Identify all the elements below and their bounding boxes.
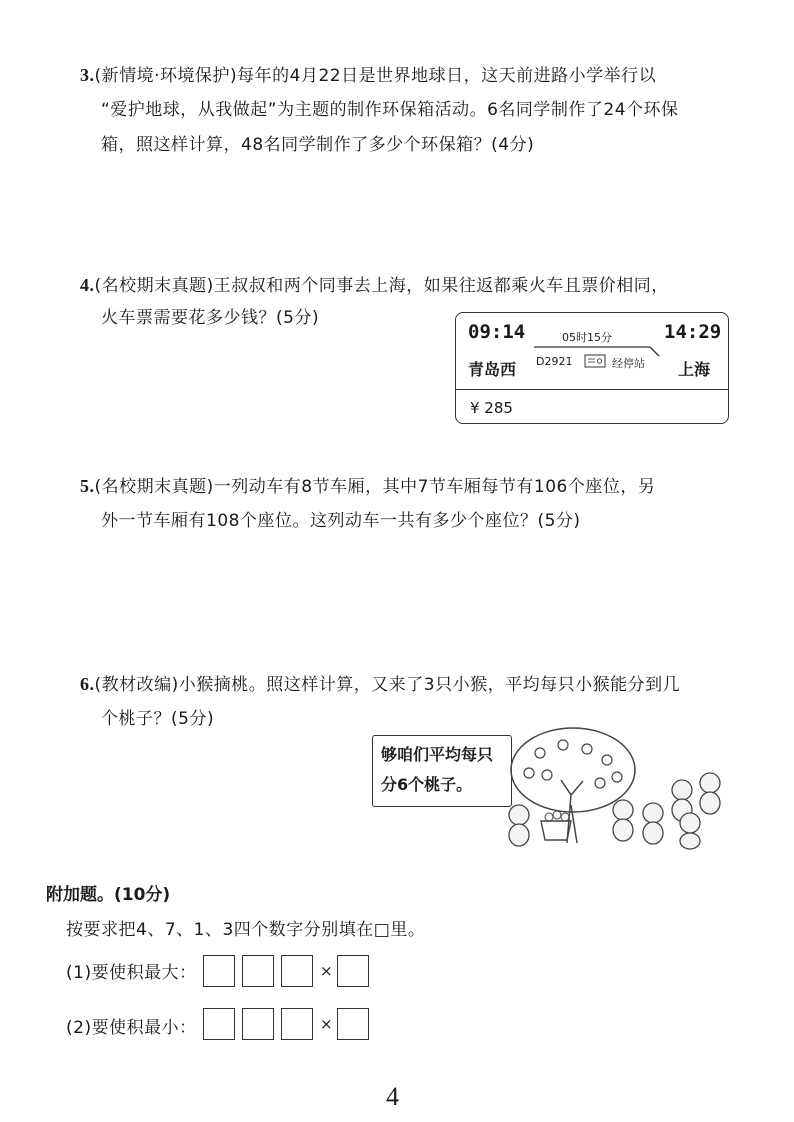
from-station: 青岛西	[468, 360, 517, 379]
q3-text-2: “爱护地球，从我做起”为主题的制作环保箱活动。6名同学制作了24个环保	[101, 100, 679, 120]
times-sign-2: ×	[320, 1015, 333, 1033]
q3-text-1: (新情境·环境保护)每年的4月22日是世界地球日，这天前进路小学举行以	[94, 66, 657, 86]
q3-number: 3.	[80, 65, 95, 85]
q6-number: 6.	[80, 674, 95, 694]
answer-box-2-4[interactable]	[337, 1008, 369, 1040]
monkey-icons	[509, 773, 720, 849]
bubble-line-2: 分6个桃子。	[381, 775, 473, 794]
to-station: 上海	[678, 360, 711, 379]
bonus-instruction: 按要求把4、7、1、3四个数字分别填在□里。	[66, 920, 426, 940]
q3-text-3: 箱，照这样计算，48名同学制作了多少个环保箱？(4分)	[101, 135, 535, 155]
ticket-divider	[456, 389, 728, 390]
q5-line-1	[80, 474, 655, 499]
tree-crown-icon	[511, 728, 635, 812]
answer-box-2-2[interactable]	[242, 1008, 274, 1040]
answer-box-1-2[interactable]	[242, 955, 274, 987]
q4-line-1	[80, 273, 669, 298]
q3-line-1	[80, 63, 656, 88]
q4-text-2: 火车票需要花多少钱？(5分)	[101, 308, 320, 328]
duration: 05时15分	[562, 331, 612, 344]
page-number: 4	[386, 1082, 399, 1111]
q4-text-1: (名校期末真题)王叔叔和两个同事去上海，如果往返都乘火车且票价相同，	[94, 276, 669, 296]
q5-number: 5.	[80, 476, 95, 496]
train-ticket	[455, 312, 729, 424]
answer-box-1-3[interactable]	[281, 955, 313, 987]
answer-box-2-3[interactable]	[281, 1008, 313, 1040]
bonus-part2: (2)要使积最小：	[66, 1018, 197, 1038]
depart-time: 09:14	[468, 321, 526, 343]
q5-text-1: (名校期末真题)一列动车有8节车厢，其中7节车厢每节有106个座位，另	[94, 477, 656, 497]
arrive-time: 14:29	[664, 321, 722, 343]
q4-number: 4.	[80, 275, 95, 295]
times-sign-1: ×	[320, 962, 333, 980]
q6-text-1: (教材改编)小猴摘桃。照这样计算，又来了3只小猴，平均每只小猴能分到几	[94, 675, 681, 695]
train-number: D2921	[536, 355, 573, 368]
peach-icons	[524, 740, 622, 788]
bonus-part1: (1)要使积最大：	[66, 963, 197, 983]
q6-line-1	[80, 672, 680, 697]
ticket-price: ¥ 285	[470, 399, 513, 417]
bonus-title: 附加题。(10分)	[46, 885, 171, 905]
answer-box-1-1[interactable]	[203, 955, 235, 987]
answer-box-1-4[interactable]	[337, 955, 369, 987]
answer-box-2-1[interactable]	[203, 1008, 235, 1040]
q6-text-2: 个桃子？(5分)	[101, 709, 215, 729]
basket-icon	[541, 821, 571, 840]
bubble-line-1: 够咱们平均每只	[381, 745, 494, 764]
ticket-icon	[584, 354, 606, 368]
monkeys-tree-illustration	[485, 725, 730, 850]
q5-text-2: 外一节车厢有108个座位。这列动车一共有多少个座位？(5分)	[101, 511, 581, 531]
stop-label: 经停站	[612, 357, 645, 370]
